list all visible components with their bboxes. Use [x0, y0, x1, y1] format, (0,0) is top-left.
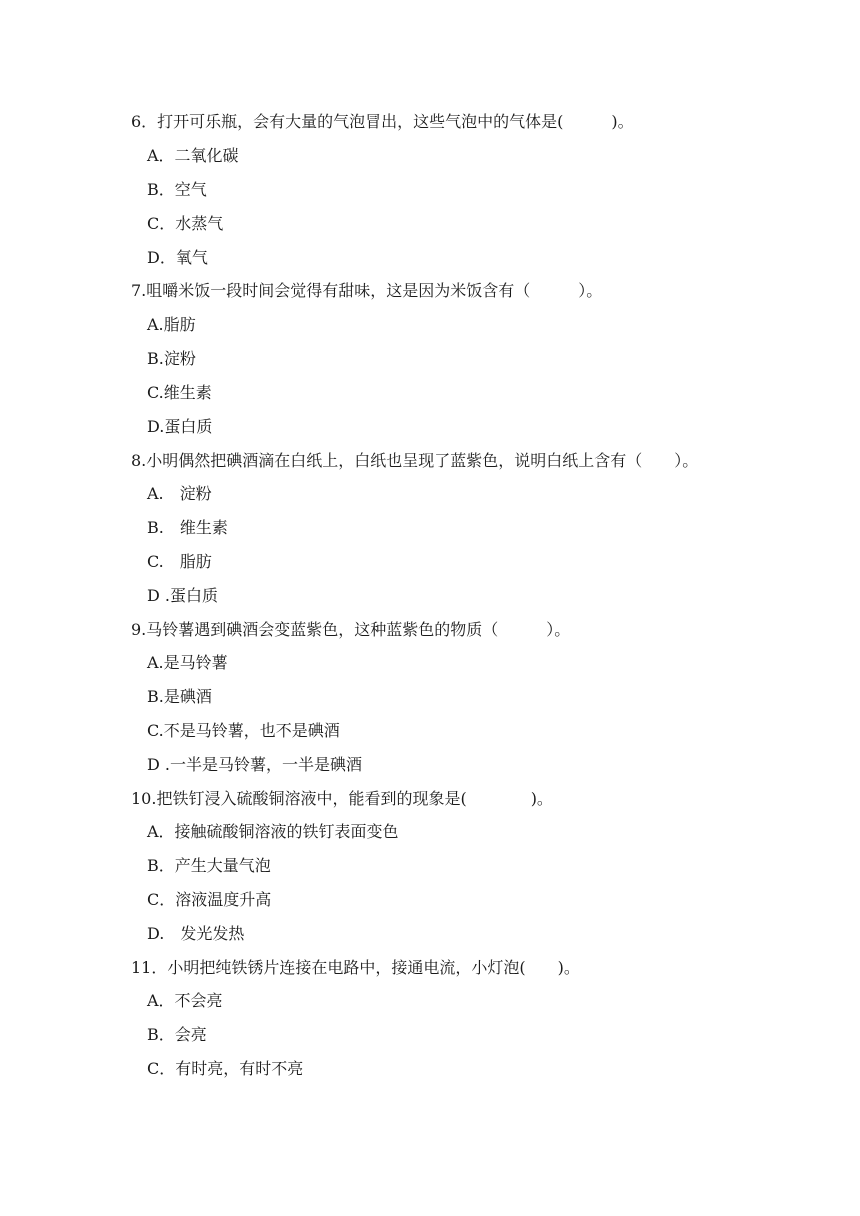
question-11-option-c: C．有时亮，有时不亮	[147, 1059, 304, 1078]
question-6-option-d: D．氧气	[147, 248, 208, 267]
question-10-option-b: B．产生大量气泡	[147, 856, 271, 875]
question-8-option-c: C. 脂肪	[147, 552, 212, 571]
question-8-option-a: A. 淀粉	[147, 484, 212, 503]
question-9-option-c: C.不是马铃薯，也不是碘酒	[147, 721, 340, 740]
question-9-option-a: A.是马铃薯	[147, 653, 228, 672]
question-9-option-b: B.是碘酒	[147, 687, 212, 706]
question-9-option-d: D .一半是马铃薯，一半是碘酒	[147, 755, 363, 774]
question-7-option-b: B.淀粉	[147, 349, 196, 368]
question-11-option-a: A．不会亮	[147, 991, 223, 1010]
question-9-stem: 9.马铃薯遇到碘酒会变蓝紫色，这种蓝紫色的物质（ ）。	[131, 620, 571, 639]
question-10-option-c: C．溶液温度升高	[147, 890, 272, 909]
question-10-option-d: D. 发光发热	[147, 924, 245, 943]
question-10-stem: 10.把铁钉浸入硫酸铜溶液中，能看到的现象是( )。	[131, 789, 553, 808]
question-6-option-b: B．空气	[147, 180, 207, 199]
question-7-option-a: A.脂肪	[147, 315, 196, 334]
question-8-option-b: B. 维生素	[147, 518, 228, 537]
question-11-option-b: B．会亮	[147, 1025, 207, 1044]
question-6-option-c: C．水蒸气	[147, 214, 224, 233]
question-11-stem: 11．小明把纯铁锈片连接在电路中，接通电流，小灯泡( )。	[131, 958, 580, 977]
question-6-stem: 6．打开可乐瓶，会有大量的气泡冒出，这些气泡中的气体是( )。	[131, 112, 634, 131]
question-6-option-a: A．二氧化碳	[147, 146, 239, 165]
question-7-stem: 7.咀嚼米饭一段时间会觉得有甜味，这是因为米饭含有（ ）。	[131, 281, 603, 300]
question-8-stem: 8.小明偶然把碘酒滴在白纸上，白纸也呈现了蓝紫色，说明白纸上含有（ ）。	[131, 451, 699, 470]
question-8-option-d: D .蛋白质	[147, 586, 219, 605]
question-10-option-a: A．接触硫酸铜溶液的铁钉表面变色	[147, 822, 399, 841]
question-7-option-d: D.蛋白质	[147, 417, 213, 436]
question-7-option-c: C.维生素	[147, 383, 212, 402]
